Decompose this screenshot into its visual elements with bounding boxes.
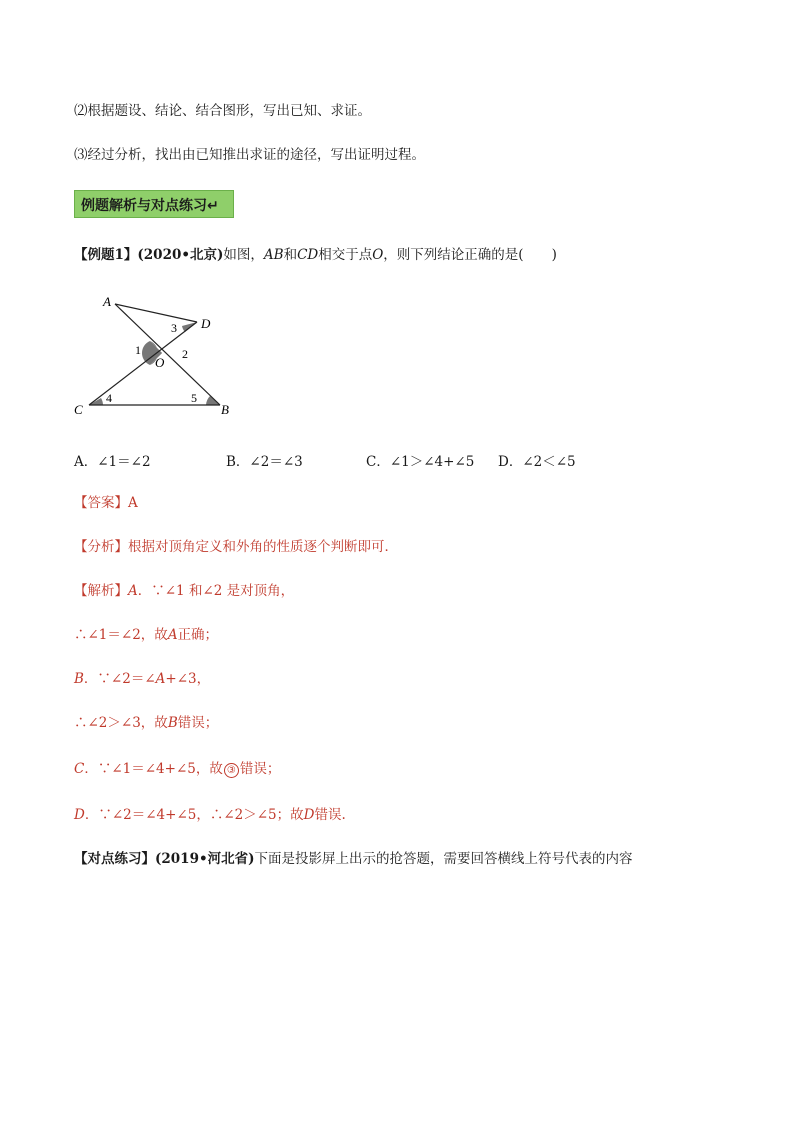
option-c: C．∠1＞∠4+∠5 (366, 454, 475, 470)
label-d: D (201, 316, 211, 331)
option-a: A．∠1＝∠2 (74, 454, 151, 470)
solution-line-2: ∴∠1＝∠2，故A正确； (74, 627, 219, 643)
analysis-tag: 【分析】 (74, 539, 128, 555)
label-1: 1 (135, 343, 141, 357)
analysis-line (74, 538, 398, 556)
option-d: D．∠2＜∠5 (498, 454, 576, 470)
example-source: (2020•北京) (137, 247, 224, 263)
section-header (74, 190, 234, 218)
practice-source: (2019•河北省) (155, 851, 255, 867)
label-2: 2 (182, 347, 188, 361)
analysis-text: 根据对顶角定义和外角的性质逐个判断即可． (128, 539, 398, 555)
solution-line-5: C．∵∠1＝∠4+∠5，故 ③ 错误； (74, 761, 281, 777)
label-4: 4 (106, 391, 112, 405)
practice-tag: 【对点练习】 (74, 851, 155, 867)
geometry-figure (70, 292, 250, 422)
answer-line (74, 494, 138, 512)
practice-text: 下面是投影屏上出示的抢答题，需要回答横线上符号代表的内容 (254, 851, 633, 867)
return-mark: ↵ (207, 198, 219, 214)
answer-tag: 【答案】 (74, 495, 128, 511)
step-2-text: ⑵根据题设、结论、结合图形，写出已知、求证。 (74, 103, 371, 119)
step-3-text: ⑶经过分析，找出由已知推出求证的途径，写出证明过程。 (74, 147, 425, 163)
label-3: 3 (171, 321, 177, 335)
label-o: O (155, 355, 165, 370)
solution-line-6: D．∵∠2＝∠4+∠5，∴∠2＞∠5；故D错误. (74, 807, 346, 823)
section-title: 例题解析与对点练习↵ (81, 198, 219, 214)
label-a: A (103, 294, 111, 309)
example-stem: 【例题1】(2020•北京)如图，AB和CD相交于点O，则下列结论正确的是( ) (74, 247, 557, 263)
label-c: C (74, 402, 83, 417)
solution-line-4: ∴∠2＞∠3，故B错误； (74, 715, 219, 731)
solution-line-1: 【解析】A．∵∠1 和∠2 是对顶角， (74, 583, 295, 599)
option-b: B．∠2＝∠3 (226, 454, 303, 470)
practice-line (74, 850, 632, 868)
example-tag: 【例题1】 (74, 247, 138, 263)
answer-value: A (128, 495, 138, 511)
label-5: 5 (191, 391, 197, 405)
solution-line-3: B．∵∠2＝∠A+∠3， (74, 671, 211, 687)
circled-three: ③ (224, 763, 239, 778)
label-b: B (221, 402, 229, 417)
segment-ad (115, 304, 197, 322)
